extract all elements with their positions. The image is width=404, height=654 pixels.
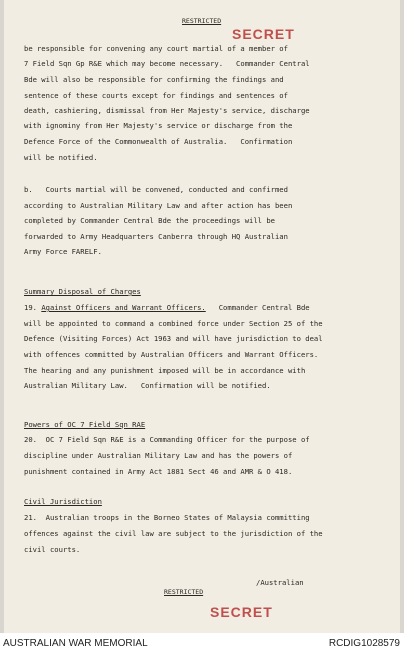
secret-footer-stamp: SECRET [210,604,273,620]
para-19-number: 19. [24,303,37,312]
para-b-line: b. Courts martial will be convened, conducted and confirmed [24,185,288,194]
para-b-line: according to Australian Military Law and after action has been [24,201,293,210]
para-19-subheading: Against Officers and Warrant Officers. [41,303,206,312]
para-19-line: Defence (Visiting Forces) Act 1963 and will have jurisdiction to deal [24,334,323,343]
intro-line: be responsible for convening any court martial of a member of [24,44,288,53]
para-21-line: offences against the civil law are subject to the jurisdiction of the [24,529,323,538]
section-heading-civil: Civil Jurisdiction [24,497,102,506]
section-heading-summary: Summary Disposal of Charges [24,287,141,296]
para-19-line: The hearing and any punishment imposed will be in accordance with [24,366,306,375]
archive-footer-bar [0,633,404,654]
intro-line: Bde will also be responsible for confirming the findings and [24,75,284,84]
para-21-line: civil courts. [24,545,81,554]
restricted-header-marking: RESTRICTED [182,17,222,25]
para-20-line: 20. OC 7 Field Sqn R&E is a Commanding Officer for the purpose of [24,435,310,444]
para-19-line: will be appointed to command a combined force under Section 25 of the [24,319,323,328]
intro-line: sentence of these courts except for findings and sentences of [24,91,288,100]
intro-line: with ignominy from Her Majesty's service or discharge from the [24,121,293,130]
para-20-line: punishment contained in Army Act 1881 Sect 46 and AMR & O 418. [24,467,293,476]
intro-line: death, cashiering, dismissal from Her Majesty's service, discharge [24,106,310,115]
restricted-footer-marking: RESTRICTED [164,588,204,596]
para-19-line: Australian Military Law. Confirmation will be notified. [24,381,271,390]
para-19-first-line [24,303,310,312]
intro-line: 7 Field Sqn Gp R&E which may become necessary. Commander Central [24,59,310,68]
para-19-line: with offences committed by Australian Officers and Warrant Officers. [24,350,319,359]
para-b-line: forwarded to Army Headquarters Canberra through HQ Australian [24,232,288,241]
document-page [4,0,400,633]
section-heading-powers: Powers of OC 7 Field Sqn RAE [24,420,146,429]
secret-header-stamp: SECRET [232,26,295,42]
document-body [4,0,400,633]
para-b-line: Army Force FARELF. [24,247,102,256]
para-21-line: 21. Australian troops in the Borneo States of Malaysia committing [24,513,310,522]
archive-name: AUSTRALIAN WAR MEMORIAL [3,638,148,649]
archive-reference-id: RCDIG1028579 [328,638,400,649]
para-b-line: completed by Commander Central Bde the proceedings will be [24,216,275,225]
para-20-line: discipline under Australian Military Law and has the powers of [24,451,293,460]
intro-line: Defence Force of the Commonwealth of Australia. Confirmation [24,137,293,146]
catchword: /Australian [256,578,304,587]
intro-line: will be notified. [24,153,98,162]
para-19-first-rest: Commander Central Bde [205,303,310,312]
